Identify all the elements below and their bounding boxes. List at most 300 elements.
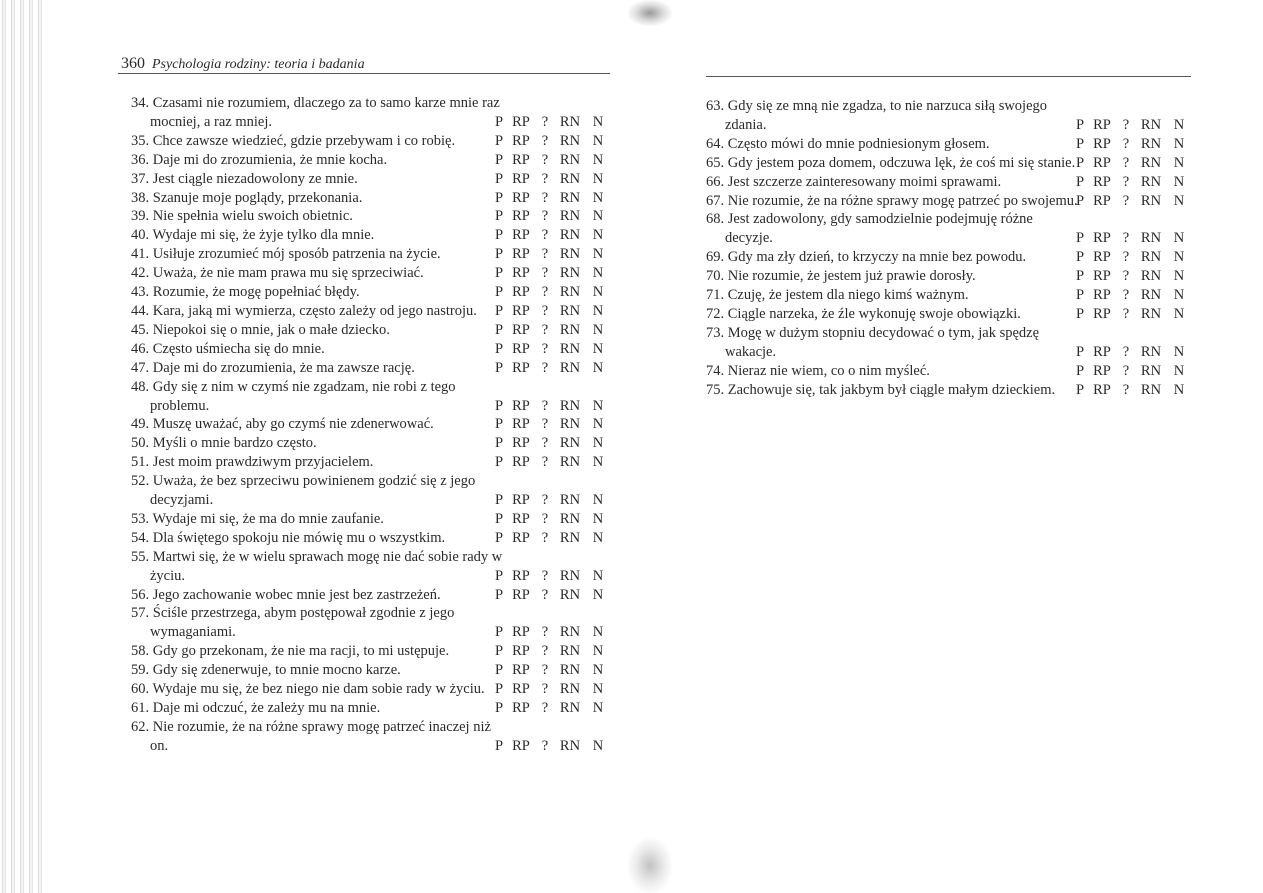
item-text: 43. Rozumie, że mogę popełniać błędy. xyxy=(131,284,360,301)
item-text: 39. Nie spełnia wielu swoich obietnic. xyxy=(131,208,353,225)
option-p: P xyxy=(494,170,504,187)
item-text: 63. Gdy się ze mną nie zgadza, to nie narzuca siłą swojego zdania. xyxy=(706,98,1048,133)
option-n: N xyxy=(592,189,604,206)
option-rn: RN xyxy=(1140,154,1162,171)
option-n: N xyxy=(1173,362,1185,379)
option-p: P xyxy=(494,435,504,452)
option-rn: RN xyxy=(559,321,581,338)
option-rp: RP xyxy=(512,454,530,471)
questionnaire-item xyxy=(706,192,1192,211)
option-rp: RP xyxy=(1093,192,1111,209)
item-text: 34. Czasami nie rozumiem, dlaczego za to samo karze mnie raz mocniej, a raz mniej. xyxy=(131,95,500,130)
questionnaire-item xyxy=(131,453,611,472)
option-unsure: ? xyxy=(541,265,549,282)
option-rn: RN xyxy=(559,208,581,225)
option-rp: RP xyxy=(512,170,530,187)
option-rp: RP xyxy=(512,681,530,698)
option-n: N xyxy=(1173,381,1185,398)
option-unsure: ? xyxy=(1122,381,1130,398)
option-unsure: ? xyxy=(541,737,549,754)
option-rn: RN xyxy=(559,302,581,319)
answer-options xyxy=(491,661,611,680)
option-rn: RN xyxy=(559,246,581,263)
questionnaire-items-right xyxy=(706,97,1192,400)
option-n: N xyxy=(592,681,604,698)
option-rp: RP xyxy=(512,246,530,263)
answer-options xyxy=(491,623,611,642)
option-unsure: ? xyxy=(541,416,549,433)
header-rule xyxy=(118,73,610,74)
option-unsure: ? xyxy=(541,170,549,187)
questionnaire-item xyxy=(131,132,611,151)
questionnaire-item xyxy=(706,362,1192,381)
option-unsure: ? xyxy=(541,567,549,584)
answer-options xyxy=(491,207,611,226)
answer-options xyxy=(1072,305,1192,324)
item-text: 68. Jest zadowolony, gdy samodzielnie podejmuję różne decyzje. xyxy=(706,211,1033,247)
option-p: P xyxy=(494,359,504,376)
answer-options xyxy=(491,510,611,529)
option-rn: RN xyxy=(559,681,581,698)
option-p: P xyxy=(1075,381,1085,398)
item-text: 51. Jest moim prawdziwym przyjacielem. xyxy=(131,454,374,471)
item-text: 69. Gdy ma zły dzień, to krzyczy na mnie bez powodu. xyxy=(706,249,1027,266)
option-n: N xyxy=(592,246,604,263)
item-text: 45. Niepokoi się o mnie, jak o małe dziecko. xyxy=(131,321,390,338)
option-rn: RN xyxy=(559,624,581,641)
item-text: 54. Dla świętego spokoju nie mówię mu o wszystkim. xyxy=(131,529,446,546)
item-text: 66. Jest szczerze zainteresowany moimi sprawami. xyxy=(706,173,1002,190)
option-rn: RN xyxy=(1140,305,1162,322)
option-p: P xyxy=(494,567,504,584)
answer-options xyxy=(1072,192,1192,211)
option-unsure: ? xyxy=(1122,230,1130,247)
option-p: P xyxy=(1075,287,1085,304)
option-rp: RP xyxy=(512,321,530,338)
option-rp: RP xyxy=(1093,305,1111,322)
questionnaire-item xyxy=(131,472,611,510)
option-unsure: ? xyxy=(541,662,549,679)
option-rp: RP xyxy=(1093,268,1111,285)
option-unsure: ? xyxy=(1122,154,1130,171)
option-n: N xyxy=(1173,249,1185,266)
item-text: 35. Chce zawsze wiedzieć, gdzie przebywam i co robię. xyxy=(131,132,456,149)
option-rn: RN xyxy=(1140,268,1162,285)
page-number: 360 xyxy=(121,55,145,72)
questionnaire-item xyxy=(131,510,611,529)
option-rp: RP xyxy=(1093,287,1111,304)
option-p: P xyxy=(494,510,504,527)
option-unsure: ? xyxy=(541,397,549,414)
option-unsure: ? xyxy=(541,227,549,244)
option-p: P xyxy=(494,586,504,603)
option-n: N xyxy=(592,454,604,471)
option-n: N xyxy=(592,208,604,225)
option-unsure: ? xyxy=(541,151,549,168)
option-n: N xyxy=(592,151,604,168)
option-p: P xyxy=(1075,230,1085,247)
option-p: P xyxy=(494,529,504,546)
answer-options xyxy=(1072,248,1192,267)
questionnaire-item xyxy=(131,189,611,208)
option-rn: RN xyxy=(559,737,581,754)
option-unsure: ? xyxy=(541,454,549,471)
option-n: N xyxy=(1173,268,1185,285)
item-text: 46. Często uśmiecha się do mnie. xyxy=(131,340,325,357)
option-rp: RP xyxy=(512,113,530,130)
option-rn: RN xyxy=(559,227,581,244)
option-rn: RN xyxy=(1140,192,1162,209)
option-rp: RP xyxy=(512,189,530,206)
option-rp: RP xyxy=(1093,154,1111,171)
option-rn: RN xyxy=(559,397,581,414)
questionnaire-item xyxy=(131,680,611,699)
item-text: 58. Gdy go przekonam, że nie ma racji, to mi ustępuje. xyxy=(131,643,450,660)
option-unsure: ? xyxy=(1122,343,1130,360)
questionnaire-item xyxy=(131,321,611,340)
option-n: N xyxy=(592,265,604,282)
option-unsure: ? xyxy=(541,189,549,206)
item-text: 41. Usiłuje zrozumieć mój sposób patrzenia na życie. xyxy=(131,246,441,263)
option-rp: RP xyxy=(1093,230,1111,247)
questionnaire-item xyxy=(131,415,611,434)
item-text: 38. Szanuje moje poglądy, przekonania. xyxy=(131,189,363,206)
item-text: 71. Czuję, że jestem dla niego kimś ważnym. xyxy=(706,287,969,304)
option-n: N xyxy=(592,567,604,584)
item-text: 52. Uważa, że bez sprzeciwu powinienem godzić się z jego decyzjami. xyxy=(131,473,476,509)
answer-options xyxy=(491,737,611,756)
item-text: 40. Wydaje mi się, że żyje tylko dla mnie. xyxy=(131,227,375,244)
option-unsure: ? xyxy=(541,435,549,452)
questionnaire-item xyxy=(131,529,611,548)
item-text: 44. Kara, jaką mi wymierza, często zależy od jego nastroju. xyxy=(131,302,477,319)
option-p: P xyxy=(494,397,504,414)
answer-options xyxy=(491,567,611,586)
option-n: N xyxy=(1173,154,1185,171)
option-rn: RN xyxy=(559,151,581,168)
questionnaire-item xyxy=(131,378,611,416)
option-unsure: ? xyxy=(541,529,549,546)
option-p: P xyxy=(1075,362,1085,379)
option-rp: RP xyxy=(1093,116,1111,133)
option-unsure: ? xyxy=(541,208,549,225)
answer-options xyxy=(491,415,611,434)
questionnaire-item xyxy=(706,135,1192,154)
option-n: N xyxy=(1173,305,1185,322)
option-rn: RN xyxy=(1140,343,1162,360)
questionnaire-item xyxy=(706,286,1192,305)
option-p: P xyxy=(494,132,504,149)
option-p: P xyxy=(494,624,504,641)
answer-options xyxy=(491,642,611,661)
answer-options xyxy=(491,434,611,453)
item-text: 42. Uważa, że nie mam prawa mu się sprzeciwiać. xyxy=(131,265,424,282)
option-unsure: ? xyxy=(541,132,549,149)
item-text: 75. Zachowuje się, tak jakbym był ciągle małym dzieckiem. xyxy=(706,381,1056,398)
option-n: N xyxy=(592,359,604,376)
answer-options xyxy=(491,699,611,718)
answer-options xyxy=(491,245,611,264)
questionnaire-item xyxy=(706,305,1192,324)
option-rp: RP xyxy=(512,510,530,527)
questionnaire-item xyxy=(131,207,611,226)
option-p: P xyxy=(494,454,504,471)
option-n: N xyxy=(1173,230,1185,247)
gutter-shadow-top xyxy=(628,0,672,26)
questionnaire-item xyxy=(131,434,611,453)
option-n: N xyxy=(592,113,604,130)
option-unsure: ? xyxy=(541,359,549,376)
option-p: P xyxy=(494,151,504,168)
item-text: 61. Daje mi odczuć, że zależy mu na mnie. xyxy=(131,700,381,716)
option-unsure: ? xyxy=(541,321,549,338)
questionnaire-item xyxy=(706,324,1192,362)
answer-options xyxy=(491,529,611,548)
item-text: 67. Nie rozumie, że na różne sprawy mogę patrzeć po swojemu. xyxy=(706,192,1078,209)
option-unsure: ? xyxy=(1122,287,1130,304)
option-rp: RP xyxy=(512,737,530,754)
option-rn: RN xyxy=(559,170,581,187)
item-text: 74. Nieraz nie wiem, co o nim myśleć. xyxy=(706,362,930,379)
item-text: 49. Muszę uważać, aby go czymś nie zdenerwować. xyxy=(131,416,434,433)
option-n: N xyxy=(592,416,604,433)
option-n: N xyxy=(592,321,604,338)
option-p: P xyxy=(494,700,504,716)
option-n: N xyxy=(1173,135,1185,152)
option-rn: RN xyxy=(559,454,581,471)
option-p: P xyxy=(1075,173,1085,190)
questionnaire-item xyxy=(131,661,611,680)
option-n: N xyxy=(1173,287,1185,304)
option-n: N xyxy=(1173,192,1185,209)
option-p: P xyxy=(1075,305,1085,322)
questionnaire-item xyxy=(131,302,611,321)
item-text: 72. Ciągle narzeka, że źle wykonuję swoje obowiązki. xyxy=(706,305,1021,322)
questionnaire-items-left xyxy=(131,94,611,756)
option-n: N xyxy=(592,586,604,603)
answer-options xyxy=(1072,267,1192,286)
option-p: P xyxy=(1075,154,1085,171)
questionnaire-item xyxy=(706,248,1192,267)
option-unsure: ? xyxy=(541,284,549,301)
questionnaire-item xyxy=(706,97,1192,135)
option-p: P xyxy=(494,113,504,130)
option-n: N xyxy=(592,435,604,452)
option-rn: RN xyxy=(1140,362,1162,379)
option-p: P xyxy=(494,737,504,754)
option-n: N xyxy=(592,624,604,641)
item-text: 50. Myśli o mnie bardzo często. xyxy=(131,435,317,452)
questionnaire-item xyxy=(706,154,1192,173)
option-rp: RP xyxy=(512,302,530,319)
option-n: N xyxy=(1173,173,1185,190)
answer-options xyxy=(491,397,611,416)
option-p: P xyxy=(494,416,504,433)
answer-options xyxy=(1072,286,1192,305)
option-unsure: ? xyxy=(541,624,549,641)
option-rp: RP xyxy=(512,340,530,357)
option-rn: RN xyxy=(559,265,581,282)
item-text: 36. Daje mi do zrozumienia, że mnie kocha. xyxy=(131,151,388,168)
item-text: 65. Gdy jestem poza domem, odczuwa lęk, że coś mi się stanie. xyxy=(706,154,1076,171)
option-rp: RP xyxy=(512,227,530,244)
answer-options xyxy=(491,151,611,170)
option-n: N xyxy=(1173,116,1185,133)
option-n: N xyxy=(592,529,604,546)
option-unsure: ? xyxy=(541,681,549,698)
option-rp: RP xyxy=(512,662,530,679)
option-n: N xyxy=(592,340,604,357)
option-p: P xyxy=(1075,116,1085,133)
option-rp: RP xyxy=(512,567,530,584)
questionnaire-item xyxy=(706,381,1192,400)
answer-options xyxy=(1072,135,1192,154)
option-unsure: ? xyxy=(1122,362,1130,379)
item-text: 62. Nie rozumie, że na różne sprawy mogę patrzeć inaczej niż on. xyxy=(131,718,491,754)
option-n: N xyxy=(592,170,604,187)
option-rn: RN xyxy=(559,189,581,206)
option-rn: RN xyxy=(559,492,581,509)
option-rp: RP xyxy=(1093,362,1111,379)
option-rn: RN xyxy=(1140,173,1162,190)
questionnaire-item xyxy=(131,586,611,605)
option-rn: RN xyxy=(559,643,581,660)
questionnaire-item xyxy=(131,170,611,189)
option-rp: RP xyxy=(512,284,530,301)
item-text: 60. Wydaje mu się, że bez niego nie dam sobie rady w życiu. xyxy=(131,681,485,698)
option-rp: RP xyxy=(512,359,530,376)
answer-options xyxy=(491,453,611,472)
answer-options xyxy=(491,680,611,699)
questionnaire-item xyxy=(706,173,1192,192)
answer-options xyxy=(491,491,611,510)
option-rp: RP xyxy=(1093,343,1111,360)
option-p: P xyxy=(494,227,504,244)
answer-options xyxy=(491,586,611,605)
option-rp: RP xyxy=(512,151,530,168)
answer-options xyxy=(1072,154,1192,173)
option-p: P xyxy=(494,340,504,357)
option-rn: RN xyxy=(1140,135,1162,152)
answer-options xyxy=(491,340,611,359)
questionnaire-item xyxy=(131,340,611,359)
option-p: P xyxy=(494,681,504,698)
running-title: Psychologia rodziny: teoria i badania xyxy=(152,57,365,72)
option-rn: RN xyxy=(559,700,581,716)
option-rp: RP xyxy=(512,586,530,603)
option-rn: RN xyxy=(1140,116,1162,133)
item-text: 55. Martwi się, że w wielu sprawach mogę nie dać sobie rady w życiu. xyxy=(131,548,503,584)
answer-options xyxy=(491,226,611,245)
item-text: 73. Mogę w dużym stopniu decydować o tym, jak spędzę wakacje. xyxy=(706,324,1040,360)
option-p: P xyxy=(494,246,504,263)
item-text: 57. Ściśle przestrzega, abym postępował zgodnie z jego wymaganiami. xyxy=(131,605,455,641)
option-n: N xyxy=(1173,343,1185,360)
option-rp: RP xyxy=(512,397,530,414)
option-rn: RN xyxy=(1140,230,1162,247)
option-p: P xyxy=(494,662,504,679)
answer-options xyxy=(1072,362,1192,381)
answer-options xyxy=(1072,229,1192,248)
option-rn: RN xyxy=(559,567,581,584)
option-rn: RN xyxy=(1140,287,1162,304)
option-unsure: ? xyxy=(541,700,549,716)
option-unsure: ? xyxy=(541,643,549,660)
option-unsure: ? xyxy=(1122,135,1130,152)
option-p: P xyxy=(1075,135,1085,152)
item-text: 37. Jest ciągle niezadowolony ze mnie. xyxy=(131,170,358,187)
option-rn: RN xyxy=(559,284,581,301)
option-unsure: ? xyxy=(1122,173,1130,190)
option-rn: RN xyxy=(559,586,581,603)
option-p: P xyxy=(494,321,504,338)
option-n: N xyxy=(592,643,604,660)
answer-options xyxy=(1072,381,1192,400)
option-unsure: ? xyxy=(1122,249,1130,266)
questionnaire-item xyxy=(131,359,611,378)
header-rule xyxy=(706,76,1191,77)
option-unsure: ? xyxy=(1122,192,1130,209)
option-unsure: ? xyxy=(541,510,549,527)
option-rp: RP xyxy=(512,132,530,149)
option-unsure: ? xyxy=(541,586,549,603)
option-rn: RN xyxy=(1140,249,1162,266)
option-p: P xyxy=(1075,343,1085,360)
option-unsure: ? xyxy=(541,492,549,509)
questionnaire-item xyxy=(131,548,611,586)
option-n: N xyxy=(592,284,604,301)
option-rp: RP xyxy=(512,265,530,282)
option-p: P xyxy=(494,265,504,282)
option-unsure: ? xyxy=(1122,268,1130,285)
option-n: N xyxy=(592,132,604,149)
option-rp: RP xyxy=(512,208,530,225)
option-p: P xyxy=(494,643,504,660)
option-p: P xyxy=(1075,268,1085,285)
questionnaire-item xyxy=(131,94,611,132)
option-rp: RP xyxy=(1093,135,1111,152)
answer-options xyxy=(491,170,611,189)
option-n: N xyxy=(592,227,604,244)
questionnaire-item xyxy=(131,699,611,718)
option-n: N xyxy=(592,700,604,716)
option-rn: RN xyxy=(559,132,581,149)
answer-options xyxy=(491,264,611,283)
item-text: 70. Nie rozumie, że jestem już prawie dorosły. xyxy=(706,268,976,285)
gutter-shadow-bottom xyxy=(628,838,672,893)
answer-options xyxy=(491,321,611,340)
questionnaire-item xyxy=(706,267,1192,286)
option-n: N xyxy=(592,397,604,414)
option-p: P xyxy=(494,492,504,509)
option-p: P xyxy=(494,189,504,206)
answer-options xyxy=(491,302,611,321)
answer-options xyxy=(1072,116,1192,135)
option-p: P xyxy=(494,208,504,225)
answer-options xyxy=(491,113,611,132)
item-text: 64. Często mówi do mnie podniesionym głosem. xyxy=(706,135,990,152)
option-rn: RN xyxy=(1140,381,1162,398)
option-rp: RP xyxy=(512,416,530,433)
option-rn: RN xyxy=(559,416,581,433)
option-rp: RP xyxy=(1093,173,1111,190)
option-unsure: ? xyxy=(1122,116,1130,133)
answer-options xyxy=(491,283,611,302)
left-running-head xyxy=(121,55,365,73)
option-unsure: ? xyxy=(541,340,549,357)
option-rn: RN xyxy=(559,113,581,130)
questionnaire-item xyxy=(131,264,611,283)
